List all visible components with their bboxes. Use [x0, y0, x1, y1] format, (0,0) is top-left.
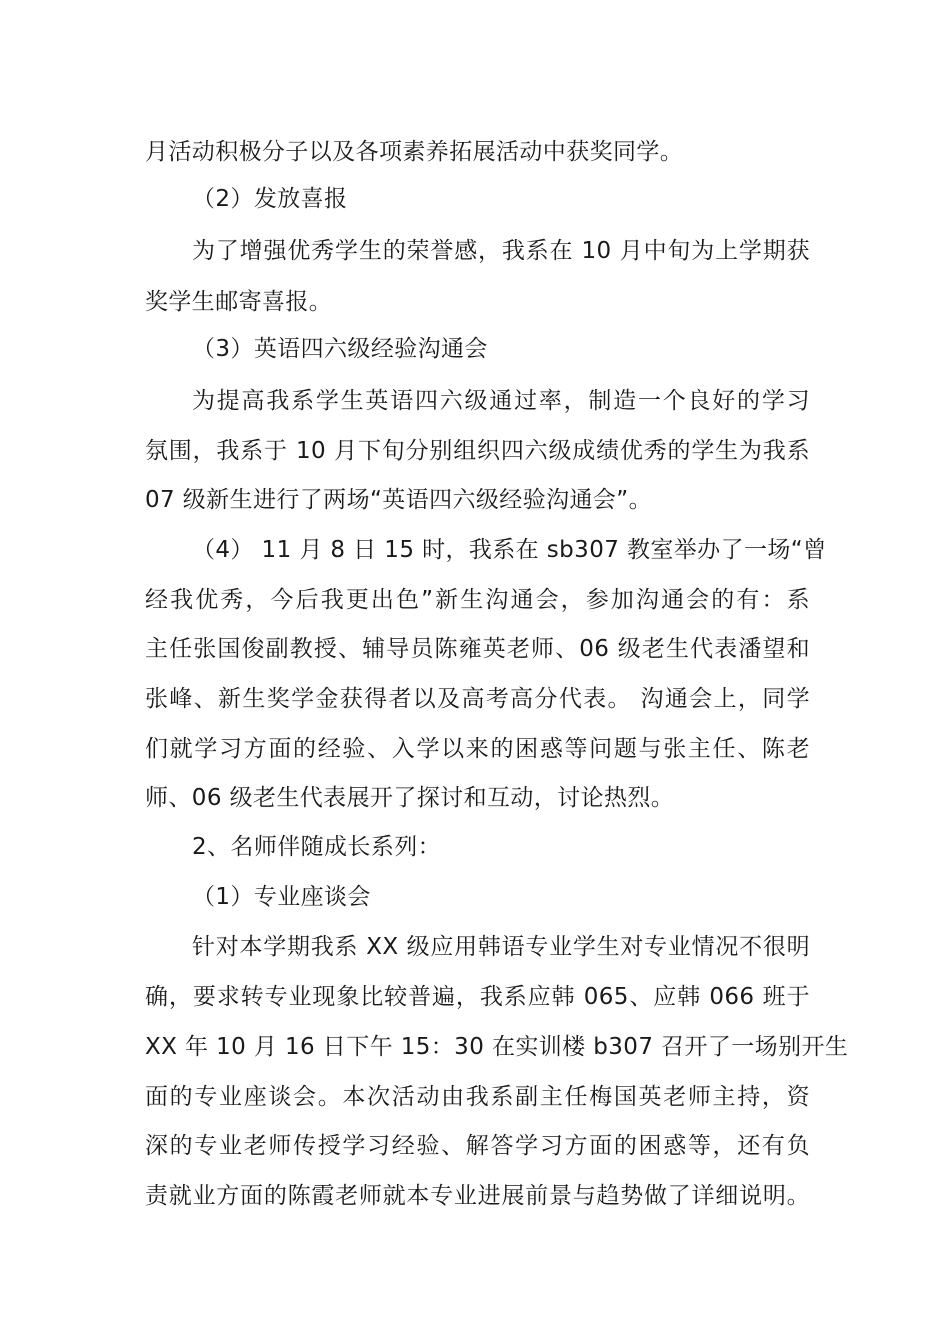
text-line: 为提高我系学生英语四六级通过率，制造一个良好的学习 — [192, 388, 810, 414]
text-line: 为了增强优秀学生的荣誉感，我系在 10 月中旬为上学期获 — [192, 238, 810, 264]
text-line: 确，要求转专业现象比较普遍，我系应韩 065、应韩 066 班于 — [145, 984, 810, 1010]
section-heading: （2）发放喜报 — [192, 186, 348, 212]
text-line: 主任张国俊副教授、辅导员陈雍英老师、06 级老生代表潘望和 — [145, 636, 810, 662]
text-line: （4） 11 月 8 日 15 时，我系在 sb307 教室举办了一场“曾 — [192, 537, 827, 563]
text-line: 们就学习方面的经验、入学以来的困惑等问题与张主任、陈老 — [145, 736, 810, 762]
section-heading: （1）专业座谈会 — [192, 884, 371, 910]
text-line: 面的专业座谈会。本次活动由我系副主任梅国英老师主持，资 — [145, 1084, 810, 1110]
text-line: 责就业方面的陈霞老师就本专业进展前景与趋势做了详细说明。 — [145, 1183, 810, 1209]
text-line: 针对本学期我系 XX 级应用韩语专业学生对专业情况不很明 — [192, 934, 810, 960]
text-line: 师、06 级老生代表展开了探讨和互动，讨论热烈。 — [145, 785, 675, 811]
text-line: 张峰、新生奖学金获得者以及高考高分代表。 沟通会上，同学 — [145, 686, 810, 712]
text-line: 奖学生邮寄喜报。 — [145, 289, 333, 315]
section-heading: （3）英语四六级经验沟通会 — [192, 336, 488, 362]
text-line: 经我优秀，今后我更出色”新生沟通会，参加沟通会的有：系 — [145, 587, 810, 613]
text-line: 月活动积极分子以及各项素养拓展活动中获奖同学。 — [145, 139, 684, 165]
section-heading: 2、名师伴随成长系列： — [192, 834, 442, 860]
text-line: 07 级新生进行了两场“英语四六级经验沟通会”。 — [145, 487, 653, 513]
text-line: 深的专业老师传授学习经验、解答学习方面的困惑等，还有负 — [145, 1133, 810, 1159]
text-line: 氛围，我系于 10 月下旬分别组织四六级成绩优秀的学生为我系 — [145, 438, 810, 464]
text-line: XX 年 10 月 16 日下午 15：30 在实训楼 b307 召开了一场别开生 — [145, 1034, 849, 1060]
